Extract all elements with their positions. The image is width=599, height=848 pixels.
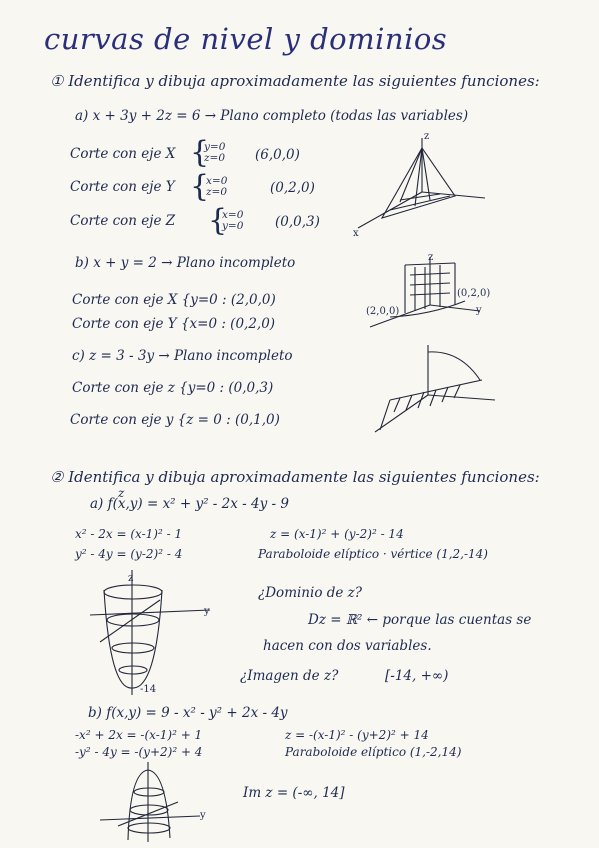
- ex2a-image-answer: [-14, +∞): [385, 668, 449, 684]
- vertex-label: -14: [140, 684, 157, 695]
- brace-icon: {: [208, 203, 228, 238]
- point-x-label: (2,0,0): [366, 306, 400, 317]
- ex1b-label: b) x + y = 2 → Plano incompleto: [75, 255, 296, 271]
- condition: z=0: [206, 186, 228, 198]
- ex1a-cut-z: Corte con eje Z: [70, 213, 176, 229]
- ex1c-label: c) z = 3 - 3y → Plano incompleto: [72, 348, 293, 364]
- point-y-label: (0,2,0): [457, 288, 491, 299]
- condition: x=0: [206, 175, 228, 187]
- exercise-2-heading: ② Identifica y dibuja aproximadamente las siguientes funciones:: [50, 468, 540, 486]
- ex2a-z-mark: z: [118, 486, 125, 500]
- plane-sketch-1c: [370, 340, 500, 440]
- axis-z-label: z: [428, 252, 434, 263]
- paraboloid-up-sketch: [90, 570, 220, 700]
- condition: x=0: [222, 209, 244, 221]
- ex2b-step-1: -x² + 2x = -(x-1)² + 1: [75, 728, 203, 742]
- axis-y-label: y: [204, 606, 210, 617]
- ex2b-surface-type: Paraboloide elíptico (1,-2,14): [285, 745, 462, 759]
- ex2a-result: z = (x-1)² + (y-2)² - 14: [270, 527, 404, 541]
- ex1a-cut-z-conditions: [222, 210, 243, 232]
- ex2a-surface-type: Paraboloide elíptico · vértice (1,2,-14): [258, 547, 488, 561]
- plane-sketch-1a: [360, 130, 500, 240]
- ex1a-cut-y-point: (0,2,0): [270, 180, 315, 196]
- paraboloid-down-sketch: [100, 762, 210, 844]
- ex1a-cut-y-conditions: [206, 176, 227, 198]
- ex2a-step-2: y² - 4y = (y-2)² - 4: [75, 547, 183, 561]
- brace-icon: {: [190, 135, 210, 170]
- ex2a-function: a) f(x,y) = x² + y² - 2x - 4y - 9: [90, 496, 289, 512]
- ex1a-cut-x-conditions: [204, 142, 225, 164]
- brace-icon: {: [190, 169, 210, 204]
- condition: z=0: [204, 152, 226, 164]
- axis-y-label: y: [476, 305, 482, 316]
- ex2b-image: Im z = (-∞, 14]: [243, 785, 345, 801]
- ex2a-domain-answer-2: hacen con dos variables.: [263, 638, 432, 654]
- page-title: curvas de nivel y dominios: [44, 22, 448, 56]
- ex1a-cut-y: Corte con eje Y: [70, 179, 175, 195]
- ex2a-image-question: ¿Imagen de z?: [240, 668, 339, 684]
- ex2a-domain-question: ¿Dominio de z?: [258, 585, 363, 601]
- axis-x-label: x: [353, 228, 359, 239]
- condition: y=0: [204, 141, 226, 153]
- ex1c-cut-z: Corte con eje z {y=0 : (0,0,3): [72, 380, 274, 396]
- ex1b-cut-y: Corte con eje Y {x=0 : (0,2,0): [72, 316, 276, 332]
- ex1a-cut-x: Corte con eje X: [70, 146, 176, 162]
- axis-z-label: z: [128, 573, 134, 584]
- axis-y-label: y: [200, 810, 206, 821]
- condition: y=0: [222, 220, 244, 232]
- axis-z-label: z: [424, 131, 430, 142]
- ex2a-domain-answer: Dz = ℝ² ← porque las cuentas se: [308, 612, 532, 628]
- ex1b-cut-x: Corte con eje X {y=0 : (2,0,0): [72, 292, 276, 308]
- ex1a-cut-z-point: (0,0,3): [275, 214, 320, 230]
- exercise-1-heading: ① Identifica y dibuja aproximadamente las siguientes funciones:: [50, 72, 540, 90]
- ex1a-cut-x-point: (6,0,0): [255, 147, 300, 163]
- ex2b-step-2: -y² - 4y = -(y+2)² + 4: [75, 745, 203, 759]
- ex2b-result: z = -(x-1)² - (y+2)² + 14: [285, 728, 429, 742]
- ex1c-cut-y: Corte con eje y {z = 0 : (0,1,0): [70, 412, 280, 428]
- ex2b-function: b) f(x,y) = 9 - x² - y² + 2x - 4y: [88, 705, 288, 721]
- ex2a-step-1: x² - 2x = (x-1)² - 1: [75, 527, 183, 541]
- ex1a-label: a) x + 3y + 2z = 6 → Plano completo (todas las variables): [75, 108, 469, 124]
